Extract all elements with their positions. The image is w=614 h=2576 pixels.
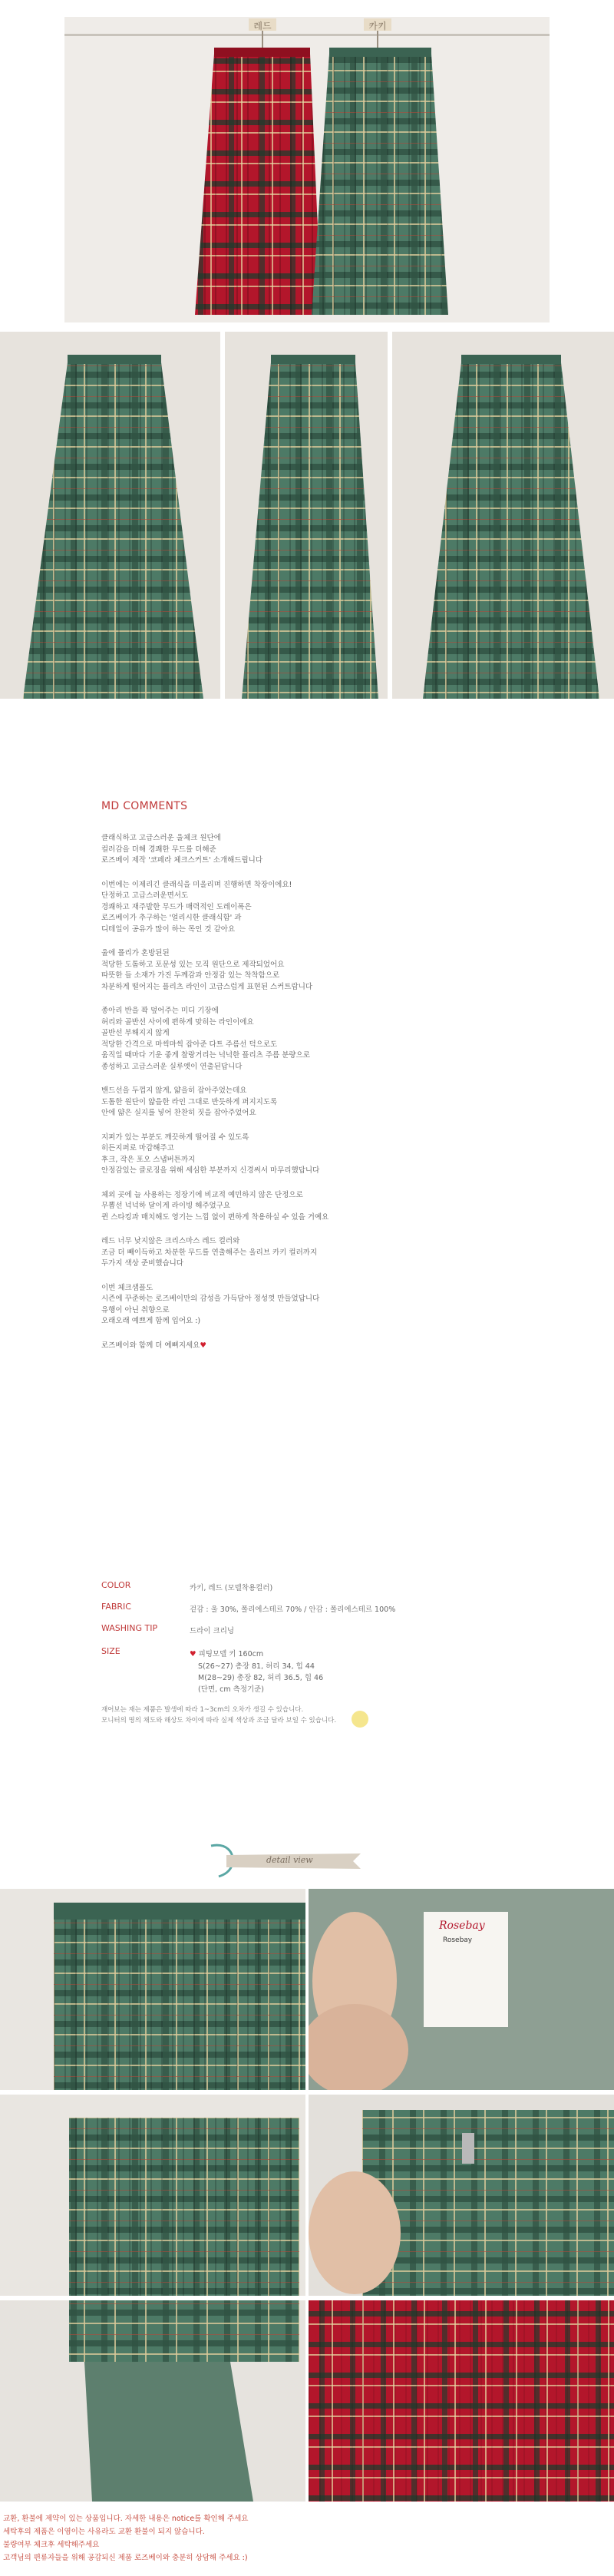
md-closing xyxy=(101,1341,531,1352)
md-line: 후크, 작은 포오 스냅버튼까지 xyxy=(101,1155,196,1164)
md-line: 유행이 아닌 취향으로 xyxy=(101,1305,170,1314)
detail-photo-hook xyxy=(309,2095,614,2296)
md-paragraph-5 xyxy=(101,1086,531,1119)
md-paragraph-2 xyxy=(101,880,531,936)
md-line: 안에 얇은 실지를 넣어 찬찬히 짓을 잡아주었어요 xyxy=(101,1109,256,1117)
spec-washing-value: 드라이 크리닝 xyxy=(190,1627,235,1635)
md-line: 레드 너무 낮지않은 크리스마스 레드 컬러와 xyxy=(101,1237,240,1245)
md-line: 컬러감을 더해 경쾌한 무드를 더해준 xyxy=(101,845,216,854)
spec-washing-label: WASHING TIP xyxy=(101,1623,158,1633)
md-paragraph-7 xyxy=(101,1190,531,1224)
detail-view-ribbon xyxy=(203,1841,368,1880)
md-paragraph-6 xyxy=(101,1133,531,1177)
md-line: 경쾌하고 재주발한 무드가 매력적인 도레이폭은 xyxy=(101,902,252,911)
md-closing-text: 로즈베이와 함께 더 예뻐지세요 xyxy=(101,1341,200,1350)
md-line: 움직일 때마다 기운 좋게 찰랑거리는 넉넉한 플리츠 주름 분량으로 xyxy=(101,1051,310,1060)
md-line: 종아리 반을 꽉 덮어주는 미디 기장에 xyxy=(101,1007,219,1015)
md-paragraph-4 xyxy=(101,1006,531,1073)
footer-notice-4: 고객님의 편류자들을 위해 공감되신 제품 로즈베이와 충분히 상담해 주세요 :) xyxy=(3,2554,248,2562)
md-line: 무뽑선 넉넉하 달이게 라이빙 해주었구요 xyxy=(101,1202,231,1210)
detail-photo-red-fabric xyxy=(309,2300,614,2502)
md-line: 적당한 도톰하고 포문성 있는 모직 원단으로 제작되었어요 xyxy=(101,960,285,969)
detail-photo-label xyxy=(309,1889,614,2090)
md-line: 조금 더 빼이득하고 차분한 무드를 연출해주는 올리브 카키 컬러까지 xyxy=(101,1248,318,1257)
md-line: 도톰한 원단이 얇을한 라인 그대로 반듯하게 퍼지지도록 xyxy=(101,1097,278,1106)
md-line: 퀸 스타킹과 매치해도 영기는 느낌 없이 편하게 착용하실 수 있을 거예요 xyxy=(101,1212,329,1222)
md-line: 클래식하고 고급스러운 울체크 원단에 xyxy=(101,834,221,842)
md-paragraph-8 xyxy=(101,1236,531,1270)
spec-size-s: S(26~27) 총장 81, 허리 34, 힙 44 xyxy=(198,1662,315,1671)
md-line: 이번 체크샘플도 xyxy=(101,1283,154,1292)
md-line: 단정하고 고급스러운면서도 xyxy=(101,891,189,900)
size-model-text: 피팅모델 키 160cm xyxy=(198,1650,264,1658)
hero-tag-khaki: 카키 xyxy=(368,21,387,31)
spec-size-label: SIZE xyxy=(101,1646,120,1656)
md-line: 종성하고 고급스러운 실루엣이 연출된답니다 xyxy=(101,1062,243,1071)
md-paragraph-9 xyxy=(101,1283,531,1328)
spec-size-basis: (단면, cm 측정기준) xyxy=(198,1685,265,1694)
skirt-photo-side xyxy=(225,332,388,699)
md-line: 안정감있는 클로징을 위해 세심한 부분까지 신경써서 마무리했답니다 xyxy=(101,1166,320,1175)
spec-size-model xyxy=(190,1648,263,1658)
md-line: 로즈베이가 추구하는 '얼리시한 클래식함' 과 xyxy=(101,914,242,922)
md-paragraph-1 xyxy=(101,833,531,867)
md-line: 적당한 간격으로 마씩마씩 잡아준 다트 주름선 덕으로도 xyxy=(101,1040,278,1049)
spec-size-m: M(28~29) 총장 82, 허리 36.5, 힙 46 xyxy=(198,1674,324,1682)
detail-view-text: detail view xyxy=(266,1855,313,1865)
skirt-photo-front xyxy=(0,332,220,699)
md-line: 따뜻한 들 소재가 가진 두께감과 안정감 있는 착착함으로 xyxy=(101,971,280,980)
md-comments-body xyxy=(101,833,531,1364)
hero-tag-red: 레드 xyxy=(253,21,272,31)
md-line: 차분하게 떨어지는 플리츠 라인이 고급스럽게 표현된 스커트랍니다 xyxy=(101,982,313,991)
md-line: 골반선 부해지지 않게 xyxy=(101,1029,170,1037)
md-line: 허리와 골반선 사이에 편하게 맞히는 라인이에요 xyxy=(101,1017,254,1027)
hero-skirts-illustration xyxy=(64,17,550,322)
md-line: 지퍼가 있는 부분도 깨끗하게 떨어질 수 있도록 xyxy=(101,1133,249,1142)
footer-notice-1: 교환, 환불에 제약이 있는 상품입니다. 자세한 내용은 notice를 확인해 주세요 xyxy=(3,2515,249,2523)
md-line: 오래오래 예쁘게 함께 입어요 :) xyxy=(101,1317,201,1325)
footer-notice-2: 세탁후의 제품은 이염이는 사유라도 교환 환불이 되지 않습니다. xyxy=(3,2528,205,2536)
md-line: 밴드선을 두껍지 않게, 얇을히 잡아주었는데요 xyxy=(101,1086,247,1095)
md-paragraph-3 xyxy=(101,948,531,993)
md-line: 로즈베이 제작 '코페라 체크스커트' 소개해드립니다 xyxy=(101,856,263,865)
spec-color-label: COLOR xyxy=(101,1580,131,1590)
detail-photo-pleats xyxy=(0,2095,305,2296)
spec-color-value: 카키, 레드 (모델착용컬러) xyxy=(190,1584,273,1592)
footer-notice-3: 불량여부 체크후 세탁해주세요 xyxy=(3,2541,100,2549)
label-brand-text: Rosebay xyxy=(439,1920,485,1932)
detail-photo-waist xyxy=(0,1889,305,2090)
spec-fabric-value: 겉감 : 울 30%, 폴리에스테르 70% / 안감 : 폴리에스테르 100% xyxy=(190,1605,396,1614)
detail-photo-lining xyxy=(0,2300,305,2502)
label-sub-text: Rosebay xyxy=(443,1936,473,1944)
md-line: 체외 곳에 늘 사용하는 정장기에 비교적 예민하지 않은 단정으로 xyxy=(101,1190,303,1199)
md-line: 이번에는 이제리긴 클래식을 미올리며 진행하면 착장이에요! xyxy=(101,880,292,889)
md-line: 두가지 색상 준비했습니다 xyxy=(101,1259,183,1268)
md-line: 디테일이 공유가 많이 하는 목인 것 같아요 xyxy=(101,924,236,934)
size-note-2: 모니터의 명의 채도와 해상도 차이에 따라 실제 색상과 조금 달라 보일 수 있습니다. xyxy=(101,1717,337,1724)
hero-photo xyxy=(64,17,550,322)
size-note-1: 재어보는 재는 제품은 발생에 따라 1~3cm의 오차가 생길 수 있습니다. xyxy=(101,1706,304,1714)
cursor-highlight xyxy=(352,1711,368,1728)
md-line: 시즌에 꾸준하는 로즈베이만의 감성을 가득담아 정성껏 만들었답니다 xyxy=(101,1295,320,1303)
skirt-photo-back xyxy=(392,332,614,699)
heart-icon: ♥ xyxy=(190,1650,196,1658)
md-comments-title: MD COMMENTS xyxy=(101,800,188,812)
md-line: 히든지퍼로 마감해주고 xyxy=(101,1144,174,1152)
heart-icon: ♥ xyxy=(200,1341,206,1350)
spec-fabric-label: FABRIC xyxy=(101,1602,131,1612)
md-line: 울에 폴리가 혼방된된 xyxy=(101,949,170,957)
